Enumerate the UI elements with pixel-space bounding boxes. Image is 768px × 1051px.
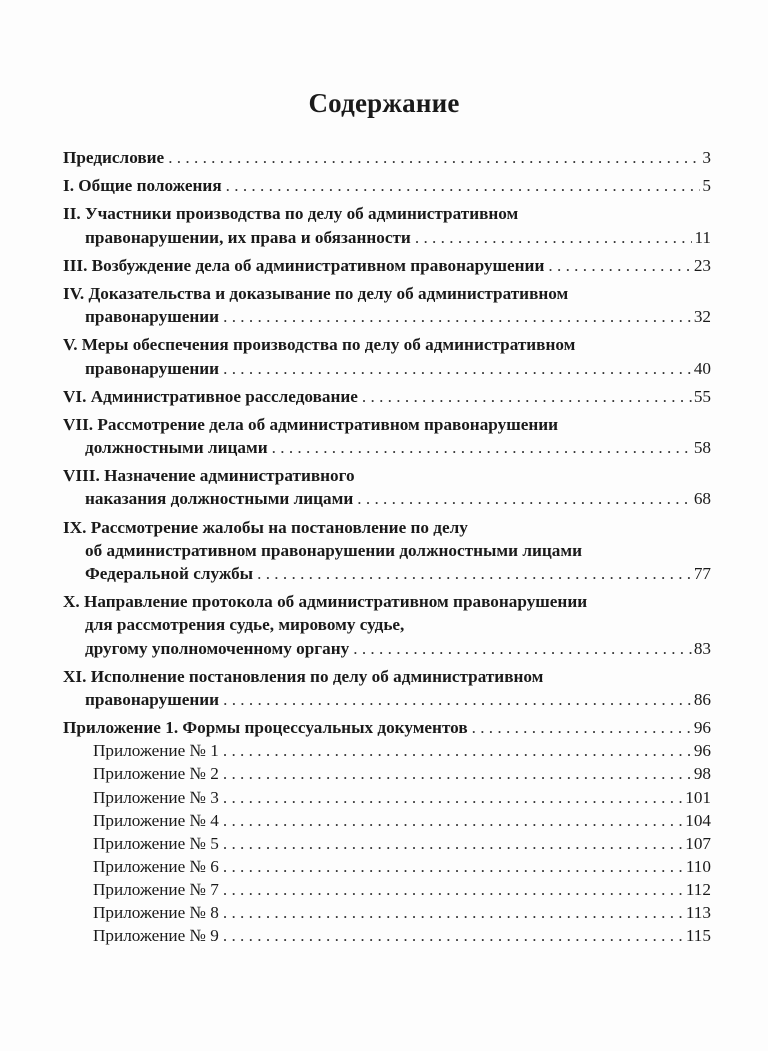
toc-page-number: 98 [693,764,711,784]
toc-entry-line [63,174,711,197]
toc-page-number: 83 [693,638,711,658]
toc-entry[interactable] [63,665,711,711]
toc-entry-title: правонарушении [85,307,220,327]
toc-page-number: 58 [693,438,711,458]
toc-entry-title: Приложение № 2 [93,764,219,784]
toc-entry-line [63,665,711,688]
toc-entry-title: III. Возбуждение дела об административном правонарушении [63,255,545,275]
toc-entry-line [63,562,711,585]
dot-leader [223,878,684,901]
toc-entry-line [63,282,711,305]
toc-entry-line [63,464,711,487]
toc-entry-title: для рассмотрения судье, мировому судье, [85,615,405,635]
toc-page-number: 96 [693,718,711,738]
toc-entry-line [93,809,711,832]
toc-page-number: 96 [693,741,711,761]
toc-page-number: 40 [693,358,711,378]
toc-entry[interactable] [63,282,711,328]
toc-page-number: 5 [702,176,711,196]
toc-entry[interactable] [63,254,711,277]
toc-entry-title: Приложение № 8 [93,902,219,922]
toc-entry-line [63,357,711,380]
toc-page-number: 101 [685,787,711,807]
toc-entry-title: Приложение № 5 [93,833,219,853]
toc-sub-entry[interactable] [63,762,711,785]
toc-entry-title: Приложение № 4 [93,810,219,830]
dot-leader [223,739,692,762]
toc-entry-title: Приложение № 1 [93,741,219,761]
toc-entry-line [63,487,711,510]
toc-entry-title: IV. Доказательства и доказывание по делу об административном [63,283,569,303]
dot-leader [272,436,692,459]
dot-leader [223,924,684,947]
toc-entry-line [63,688,711,711]
dot-leader [223,305,692,328]
toc-entry-line [63,539,711,562]
toc-entry-line [63,637,711,660]
dot-leader [548,254,691,277]
toc-entry-title: наказания должностными лицами [85,489,354,509]
toc-entry-title: Приложение № 7 [93,879,219,899]
toc-entry[interactable] [63,202,711,248]
toc-page-number: 11 [694,227,711,247]
toc-entry-title: Приложение № 9 [93,926,219,946]
toc-entry-title: Приложение 1. Формы процессуальных документов [63,718,468,738]
toc-page-number: 113 [685,902,711,922]
toc-entry-line [93,924,711,947]
dot-leader [257,562,692,585]
toc-page-number: 77 [693,564,711,583]
toc-page-number: 86 [693,689,711,709]
toc-page-number: 23 [693,255,711,275]
toc-entry[interactable] [63,716,711,739]
toc-entry[interactable] [63,590,711,660]
toc-entry-line [63,590,711,613]
toc-entry-line [93,832,711,855]
toc-entry-title: правонарушении, их права и обязанности [85,227,411,247]
toc-entry-title: правонарушении [85,358,220,378]
toc-entry-line [63,333,711,356]
dot-leader [223,786,683,809]
toc-entry-line [93,762,711,785]
toc-entry-line [63,436,711,459]
toc-entry-line [63,613,711,636]
toc-entry-line [63,385,711,408]
toc-entry-title: Федеральной службы [85,564,254,583]
toc-entry-title: VIII. Назначение административного [63,466,355,486]
toc-entry[interactable] [63,174,711,197]
toc-sub-entry[interactable] [63,832,711,855]
toc-page-number: 68 [693,489,711,509]
page-title: Содержание [308,88,460,118]
toc-entry-title: I. Общие положения [63,176,222,196]
table-of-contents [63,146,711,947]
toc-page-number: 115 [685,926,711,946]
toc-entry-title: об административном правонарушении должностными лицами [85,540,582,560]
dot-leader [223,762,692,785]
toc-entry-title: другому уполномоченному органу [85,638,350,658]
toc-page-number: 55 [693,386,711,406]
toc-page-number: 112 [685,879,711,899]
toc-sub-entry[interactable] [63,809,711,832]
toc-entry-title: Приложение № 6 [93,856,219,876]
toc-entry-title: V. Меры обеспечения производства по делу об административном [63,335,576,355]
dot-leader [357,487,692,510]
toc-entry-line [63,202,711,225]
toc-entry[interactable] [63,413,711,459]
toc-entry[interactable] [63,516,711,586]
toc-entry-line [63,516,711,539]
toc-entry-line [63,305,711,328]
dot-leader [353,637,692,660]
toc-sub-entry[interactable] [63,739,711,762]
toc-entry-title: Предисловие [63,148,165,167]
toc-entry-title: X. Направление протокола об административном правонарушении [63,592,588,612]
dot-leader [168,146,700,169]
toc-entry-title: правонарушении [85,689,220,709]
toc-entry-line [63,146,711,169]
toc-entry-line [63,254,711,277]
toc-entry-title: II. Участники производства по делу об административном [63,204,519,224]
toc-entry-line [63,413,711,436]
toc-entry-line [63,716,711,739]
toc-entry-title: IX. Рассмотрение жалобы на постановление по делу [63,517,468,537]
toc-sub-entry[interactable] [63,786,711,809]
toc-entry-title: должностными лицами [85,438,268,458]
dot-leader [223,809,683,832]
toc-page-number: 107 [685,833,711,853]
toc-entry-title: XI. Исполнение постановления по делу об административном [63,666,544,686]
dot-leader [415,226,693,249]
dot-leader [223,855,684,878]
toc-entry-title: VII. Рассмотрение дела об административном правонарушении [63,414,559,434]
toc-sub-entry[interactable] [63,855,711,878]
toc-sub-entry[interactable] [63,924,711,947]
toc-entry[interactable] [63,385,711,408]
toc-entry-line [93,855,711,878]
toc-entry[interactable] [63,146,711,169]
toc-entry-line [93,739,711,762]
toc-sub-entry[interactable] [63,878,711,901]
dot-leader [472,716,692,739]
toc-page-number: 104 [685,810,711,830]
dot-leader [223,688,692,711]
toc-entry-line [93,901,711,924]
toc-entry-title: VI. Административное расследование [63,386,358,406]
toc-page-number: 110 [685,856,711,876]
dot-leader [223,832,683,855]
dot-leader [226,174,701,197]
dot-leader [362,385,692,408]
toc-sub-entry[interactable] [63,901,711,924]
toc-entry[interactable] [63,333,711,379]
toc-entry-line [63,226,711,249]
toc-entry-line [93,786,711,809]
toc-entry-line [93,878,711,901]
dot-leader [223,901,684,924]
toc-page-number: 3 [702,148,711,167]
toc-entry-title: Приложение № 3 [93,787,219,807]
dot-leader [223,357,692,380]
toc-entry[interactable] [63,464,711,510]
toc-page-number: 32 [693,307,711,327]
